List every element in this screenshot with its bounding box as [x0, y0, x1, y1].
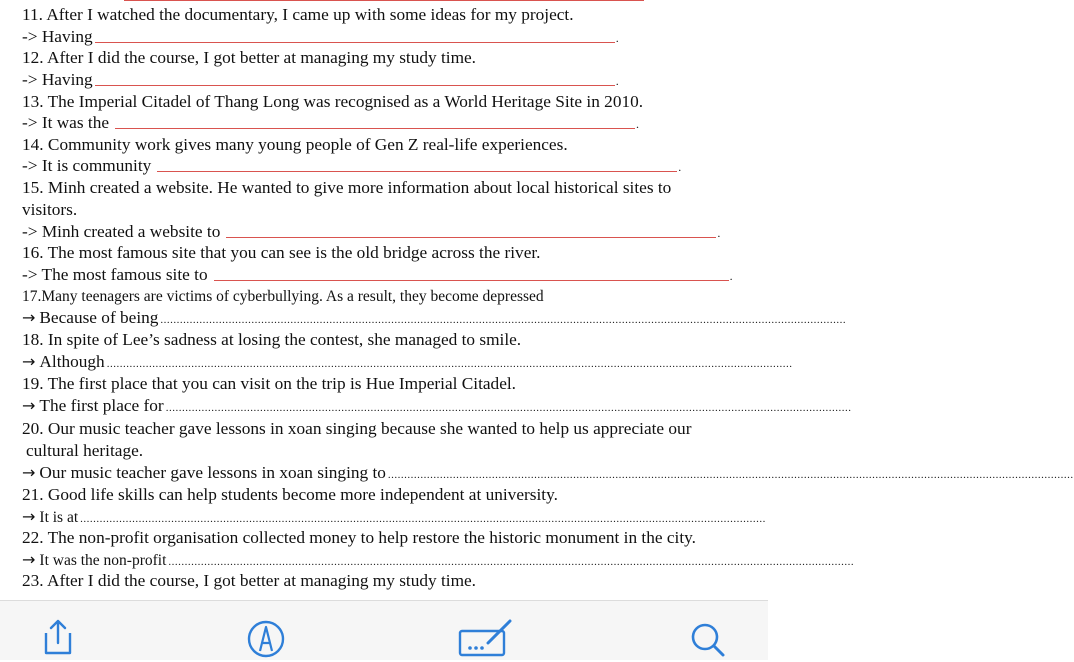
- question-14: 14. Community work gives many young people of Gen Z real-life experiences.: [22, 135, 568, 154]
- question-13: 13. The Imperial Citadel of Thang Long was recognised as a World Heritage Site in 2010.: [22, 92, 644, 111]
- arrow-icon: →: [22, 352, 36, 371]
- answer-12: [22, 69, 762, 91]
- answer-21-dots[interactable]: ...................................................................................................................................................................................................................: [80, 513, 766, 525]
- question-11: 11. After I watched the documentary, I came up with some ideas for my project.: [22, 5, 574, 24]
- answer-17-dots[interactable]: ...................................................................................................................................................................................................................: [160, 314, 847, 326]
- answer-12-blank[interactable]: [95, 85, 615, 86]
- answer-12-label: -> Having: [22, 70, 93, 89]
- arrow-icon: →: [22, 550, 36, 569]
- answer-15-label: -> Minh created a website to: [22, 222, 221, 241]
- question-19: 19. The first place that you can visit on the trip is Hue Imperial Citadel.: [22, 374, 516, 393]
- question-15-line1: 15. Minh created a website. He wanted to give more information about local historical sites to: [22, 178, 672, 197]
- answer-18: [22, 351, 793, 373]
- previous-answer-line: [124, 0, 644, 1]
- answer-17-label: Because of being: [39, 308, 159, 327]
- answer-16: [22, 264, 762, 286]
- answer-20: [22, 462, 1074, 484]
- answer-19: [22, 395, 852, 417]
- answer-13-blank[interactable]: [115, 128, 635, 129]
- answer-11: [22, 26, 762, 48]
- answer-14-blank[interactable]: [157, 171, 677, 172]
- answer-11-blank[interactable]: [95, 42, 615, 43]
- question-18: 18. In spite of Lee’s sadness at losing the contest, she managed to smile.: [22, 330, 522, 349]
- answer-14: [22, 155, 762, 177]
- answer-13-label: -> It was the: [22, 113, 110, 132]
- share-icon[interactable]: [38, 617, 78, 657]
- answer-15: [22, 221, 762, 243]
- question-20-line1: 20. Our music teacher gave lessons in xoan singing because she wanted to help us appreciate our: [22, 419, 692, 438]
- answer-20-dots[interactable]: ...................................................................................................................................................................................................................: [387, 469, 1074, 481]
- answer-12-period: .: [615, 74, 619, 88]
- arrow-icon: →: [22, 507, 36, 526]
- arrow-icon: →: [22, 463, 36, 482]
- arrow-icon: →: [22, 396, 36, 415]
- answer-22: [22, 549, 855, 571]
- arrow-icon: →: [22, 308, 36, 327]
- answer-16-period: .: [729, 269, 733, 283]
- answer-19-label: The first place for: [39, 396, 164, 415]
- answer-18-dots[interactable]: ...................................................................................................................................................................................................................: [106, 358, 793, 370]
- answer-16-label: -> The most famous site to: [22, 265, 208, 284]
- question-20-line2: cultural heritage.: [26, 441, 144, 460]
- answer-20-label: Our music teacher gave lessons in xoan singing to: [39, 463, 386, 482]
- answer-13-period: .: [636, 117, 640, 131]
- question-22: 22. The non-profit organisation collected money to help restore the historic monument in the city.: [22, 528, 696, 547]
- markup-icon[interactable]: [246, 617, 286, 657]
- answer-14-label: -> It is community: [22, 156, 152, 175]
- answer-21-label: It is at: [39, 509, 79, 526]
- question-15-line2: visitors.: [22, 200, 78, 219]
- answer-22-dots[interactable]: ...................................................................................................................................................................................................................: [168, 556, 855, 568]
- question-23: 23. After I did the course, I got better at managing my study time.: [22, 571, 477, 590]
- answer-21: [22, 506, 766, 528]
- answer-19-dots[interactable]: ...................................................................................................................................................................................................................: [165, 402, 852, 414]
- answer-16-blank[interactable]: [214, 280, 729, 281]
- answer-13: [22, 112, 762, 134]
- answer-22-label: It was the non-profit: [39, 552, 167, 569]
- answer-14-period: .: [678, 160, 682, 174]
- answer-15-blank[interactable]: [226, 237, 716, 238]
- answer-17: [22, 307, 847, 329]
- signature-icon[interactable]: [458, 617, 518, 657]
- question-17: 17.Many teenagers are victims of cyberbullying. As a result, they become depressed: [22, 288, 544, 305]
- answer-18-label: Although: [39, 352, 105, 371]
- answer-15-period: .: [717, 226, 721, 240]
- search-icon[interactable]: [688, 617, 728, 657]
- question-16: 16. The most famous site that you can see is the old bridge across the river.: [22, 243, 541, 262]
- question-21: 21. Good life skills can help students become more independent at university.: [22, 485, 558, 504]
- question-12: 12. After I did the course, I got better at managing my study time.: [22, 48, 477, 67]
- answer-11-period: .: [615, 31, 619, 45]
- answer-11-label: -> Having: [22, 27, 93, 46]
- bottom-toolbar: [0, 600, 768, 660]
